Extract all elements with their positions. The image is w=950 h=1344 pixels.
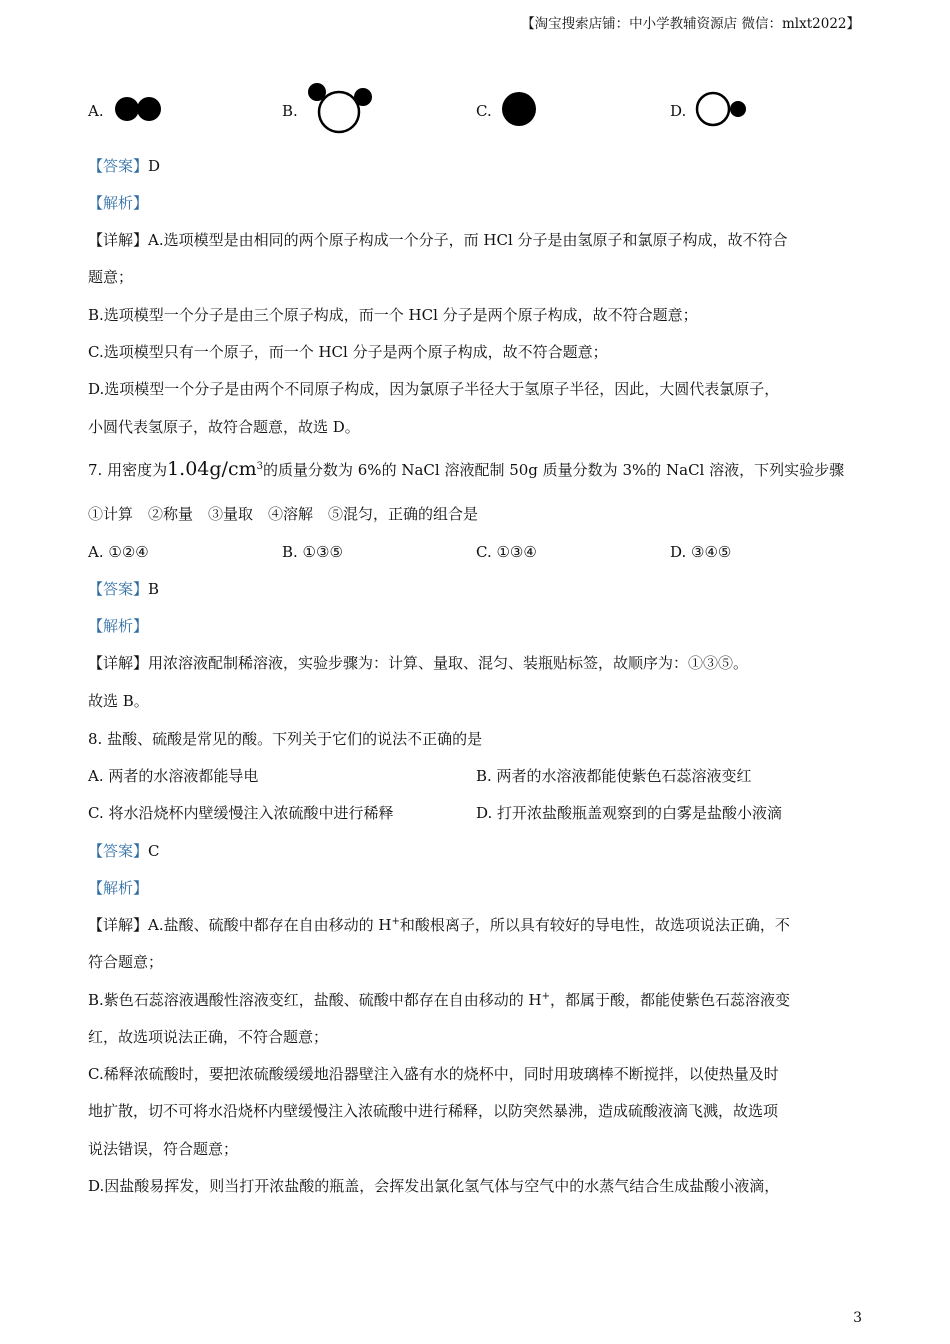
q6-analysis-tag: 【解析】 — [88, 194, 149, 212]
molecule-model-d-icon — [692, 84, 752, 136]
q7-density: 1.04g/cm — [167, 458, 257, 480]
q7-analysis-tag: 【解析】 — [88, 617, 149, 635]
q7-stem-line-2: ①计算 ②称量 ③量取 ④溶解 ⑤混匀，正确的组合是 — [88, 505, 479, 523]
q7-option-d: D. ③④⑤ — [670, 543, 732, 561]
molecule-model-a-icon — [112, 84, 166, 136]
q8-detail-d1: D.因盐酸易挥发，则当打开浓盐酸的瓶盖，会挥发出氯化氢气体与空气中的水蒸气结合生成盐酸小液滴， — [88, 1177, 780, 1195]
q6-detail-line-5: D.选项模型一个分子是由两个不同原子构成，因为氯原子半径大于氢原子半径，因此，大圆代表氯原子， — [88, 380, 780, 398]
answer-tag: 【答案】 — [88, 157, 149, 175]
q8-detail-c1: C.稀释浓硫酸时，要把浓硫酸缓缓地沿器壁注入盛有水的烧杯中，同时用玻璃棒不断搅拌，以使热量及时 — [88, 1065, 779, 1083]
q7-stem-line-1: 7. 用密度为$1.04g/cm^3$的质量分数为 6%的 NaCl 溶液配制 50g 质量分数为 3%的 NaCl 溶液，下列实验步骤 — [88, 458, 845, 480]
q6-option-a-label: A. — [88, 102, 104, 120]
q8-analysis-tag: 【解析】 — [88, 879, 149, 897]
q6-detail-line-2: 题意； — [88, 268, 134, 286]
q8-option-b: B. 两者的水溶液都能使紫色石蕊溶液变红 — [476, 767, 752, 785]
q8-detail-a1: 【详解】A.盐酸、硫酸中都存在自由移动的 H+和酸根离子，所以具有较好的导电性，故选项说法正确，不 — [88, 916, 790, 934]
q8-stem: 8. 盐酸、硫酸是常见的酸。下列关于它们的说法不正确的是 — [88, 730, 483, 748]
q7-option-a: A. ①②④ — [88, 543, 149, 561]
q8-detail-b1: B.紫色石蕊溶液遇酸性溶液变红，盐酸、硫酸中都存在自由移动的 H+，都属于酸，都能使紫色石蕊溶液变 — [88, 991, 791, 1009]
page-header: 【淘宝搜索店铺：中小学教辅资源店 微信：mlxt2022】 — [521, 16, 860, 32]
q8-detail-b2: 红，故选项说法正确，不符合题意； — [88, 1028, 329, 1046]
q6-option-b-label: B. — [282, 102, 298, 120]
q7-option-c: C. ①③④ — [476, 543, 537, 561]
q8-option-c: C. 将水沿烧杯内壁缓慢注入浓硫酸中进行稀释 — [88, 804, 394, 822]
q8-option-a: A. 两者的水溶液都能导电 — [88, 767, 259, 785]
q8-answer: C — [148, 842, 160, 860]
q8-option-d: D. 打开浓盐酸瓶盖观察到的白雾是盐酸小液滴 — [476, 804, 783, 822]
q7-conclusion: 故选 B。 — [88, 692, 149, 710]
q6-detail-line-4: C.选项模型只有一个原子，而一个 HCl 分子是两个原子构成，故不符合题意； — [88, 343, 608, 361]
q6-answer-line — [88, 155, 160, 177]
q6-answer: D — [148, 157, 161, 175]
q7-option-b: B. ①③⑤ — [282, 543, 343, 561]
detail-tag: 【详解】 — [88, 231, 149, 249]
q6-option-d-label: D. — [670, 102, 687, 120]
molecule-model-b-icon — [305, 80, 377, 140]
molecule-model-c-icon — [498, 84, 542, 136]
q8-detail-a2: 符合题意； — [88, 953, 164, 971]
q6-detail-line-6: 小圆代表氢原子，故符合题意，故选 D。 — [88, 418, 360, 436]
q8-answer-line: 【答案】C — [88, 842, 160, 860]
q8-detail-c3: 说法错误，符合题意； — [88, 1140, 239, 1158]
q6-detail-line-3: B.选项模型一个分子是由三个原子构成，而一个 HCl 分子是两个原子构成，故不符合题意； — [88, 306, 698, 324]
q6-option-c-label: C. — [476, 102, 492, 120]
page-number: 3 — [853, 1310, 862, 1326]
q7-detail-line: 【详解】用浓溶液配制稀溶液，实验步骤为：计算、量取、混匀、装瓶贴标签，故顺序为：①③⑤。 — [88, 654, 749, 672]
q7-answer: B — [148, 580, 160, 598]
q6-detail-line-1: 【详解】A.选项模型是由相同的两个原子构成一个分子，而 HCl 分子是由氢原子和氯原子构成，故不符合 — [88, 231, 788, 249]
q8-detail-c2: 地扩散，切不可将水沿烧杯内壁缓慢注入浓硫酸中进行稀释，以防突然暴沸，造成硫酸液滴飞溅，故选项 — [88, 1102, 779, 1120]
q7-answer-line: 【答案】B — [88, 580, 160, 598]
